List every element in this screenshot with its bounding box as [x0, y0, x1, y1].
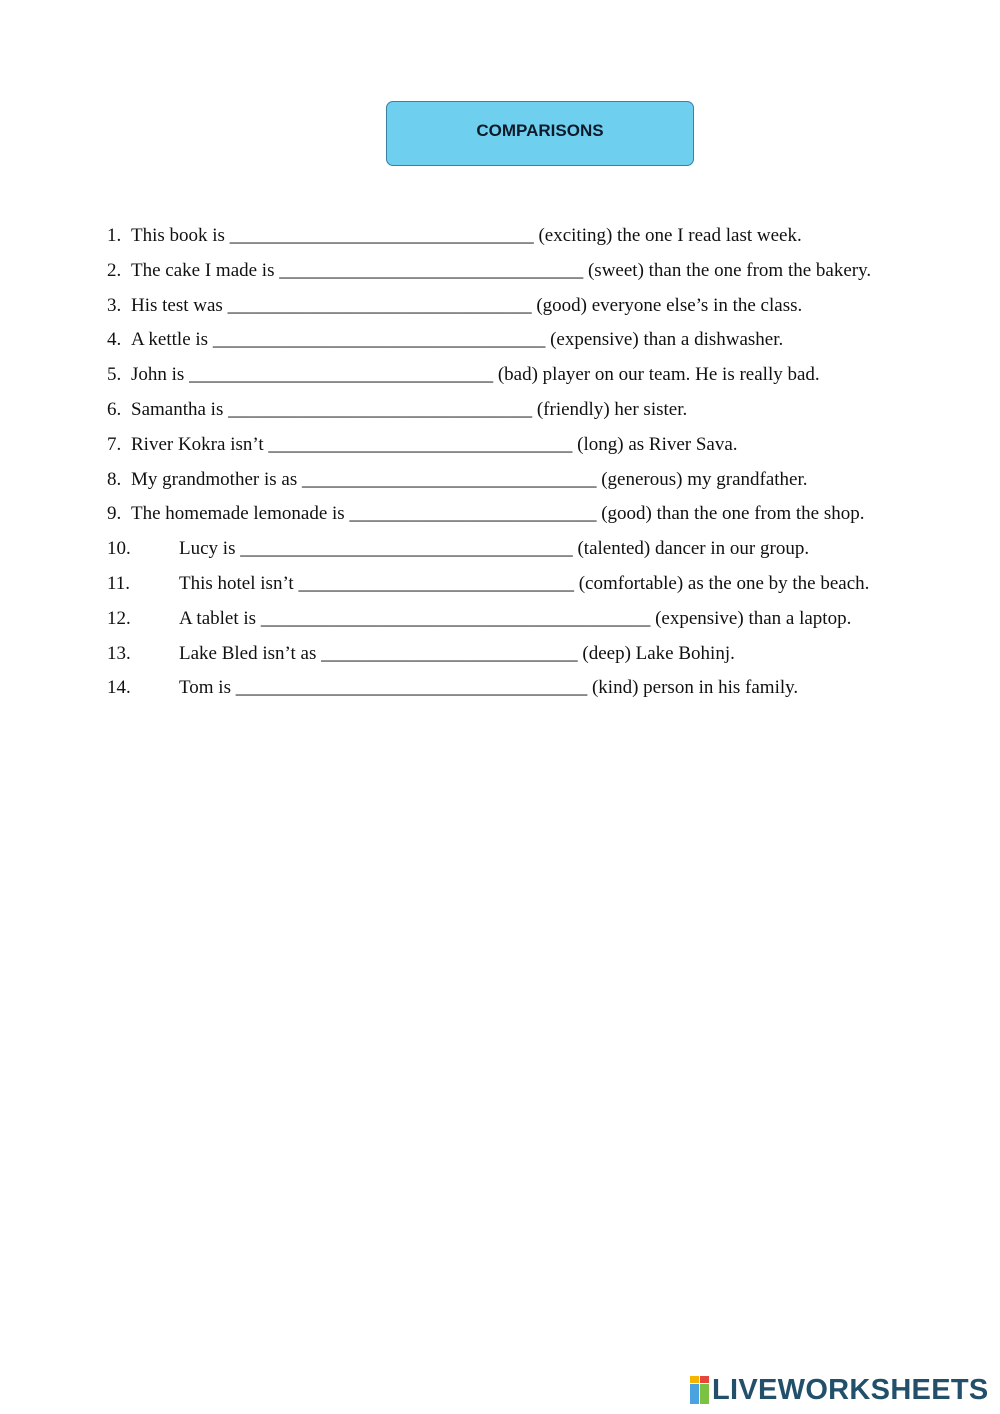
exercise-sentence	[131, 222, 802, 250]
logo-block-blue	[690, 1384, 699, 1404]
exercise-number: 11.	[107, 572, 131, 594]
exercise-sentence	[179, 640, 735, 668]
exercise-sentence	[131, 500, 865, 528]
exercise-item	[0, 292, 1000, 327]
exercise-sentence	[131, 431, 738, 459]
exercise-number: 6.	[107, 398, 122, 420]
exercise-sentence	[131, 326, 783, 354]
exercise-number: 5.	[107, 364, 122, 386]
exercise-sentence	[131, 257, 871, 285]
exercise-number: 12.	[107, 607, 131, 629]
answer-blank[interactable]: ________________________________	[229, 225, 534, 246]
sentence-start: A tablet is	[179, 607, 261, 629]
sentence-start: The cake I made is	[131, 259, 280, 281]
liveworksheets-logo[interactable]	[690, 1374, 989, 1406]
exercise-number: 3.	[107, 294, 122, 316]
exercise-item	[0, 500, 1000, 535]
exercise-sentence	[179, 605, 851, 633]
answer-blank[interactable]: ________________________________	[279, 259, 584, 281]
sentence-start: The homemade lemonade is	[131, 503, 350, 525]
exercise-item	[0, 396, 1000, 431]
sentence-end: (expensive) than a laptop.	[650, 607, 852, 629]
sentence-end: (exciting) the one I read last week.	[533, 225, 802, 246]
sentence-end: (sweet) than the one from the bakery.	[583, 259, 872, 281]
sentence-start: His test was	[131, 294, 228, 316]
exercise-item	[0, 535, 1000, 570]
exercise-item	[0, 640, 1000, 675]
answer-blank[interactable]: ________________________________	[228, 398, 533, 420]
sentence-start: Lake Bled isn’t as	[179, 642, 322, 664]
exercise-item	[0, 257, 1000, 292]
answer-blank[interactable]: _____________________________	[298, 572, 574, 594]
exercise-item	[0, 222, 1000, 257]
answer-blank[interactable]: ________________________________	[227, 294, 532, 316]
sentence-end: (deep) Lake Bohinj.	[577, 642, 735, 664]
sentence-end: (friendly) her sister.	[532, 398, 688, 420]
sentence-end: (good) than the one from the shop.	[596, 503, 865, 525]
sentence-end: (bad) player on our team. He is really bad.	[493, 364, 820, 386]
logo-wordmark: LIVEWORKSHEETS	[712, 1373, 989, 1406]
sentence-start: Samantha is	[131, 398, 229, 420]
exercise-number: 13.	[107, 642, 131, 664]
exercise-number: 9.	[107, 503, 122, 525]
exercise-number: 7.	[107, 433, 122, 455]
sentence-end: (comfortable) as the one by the beach.	[573, 572, 870, 594]
sentence-start: A kettle is	[131, 329, 213, 351]
exercise-sentence	[179, 535, 809, 563]
exercise-item	[0, 361, 1000, 396]
exercise-number: 8.	[107, 468, 122, 490]
answer-blank[interactable]: _________________________________________	[260, 607, 651, 629]
exercise-number: 10.	[107, 538, 131, 560]
exercise-sentence	[179, 570, 869, 598]
sentence-start: This book is	[131, 225, 230, 246]
exercise-number: 4.	[107, 329, 122, 351]
exercise-sentence	[131, 466, 808, 494]
answer-blank[interactable]: ________________________________	[268, 433, 573, 455]
answer-blank[interactable]: _______________________________	[301, 468, 597, 490]
page-title: COMPARISONS	[476, 120, 604, 140]
sentence-start: River Kokra isn’t	[131, 433, 269, 455]
sentence-end: (kind) person in his family.	[587, 677, 799, 699]
sentence-start: My grandmother is as	[131, 468, 302, 490]
exercise-number: 1.	[107, 225, 122, 246]
answer-blank[interactable]: _____________________________________	[235, 677, 588, 699]
sentence-end: (talented) dancer in our group.	[572, 538, 810, 560]
exercise-number: 2.	[107, 259, 122, 281]
answer-blank[interactable]: ___________________________________	[240, 538, 573, 560]
sentence-start: Lucy is	[179, 538, 241, 560]
exercise-item	[0, 466, 1000, 501]
logo-block-yellow	[690, 1376, 699, 1383]
exercise-sentence	[131, 361, 820, 389]
exercise-item	[0, 674, 1000, 709]
title-banner	[386, 101, 694, 166]
sentence-start: Tom is	[179, 677, 236, 699]
sentence-end: (generous) my grandfather.	[596, 468, 808, 490]
logo-block-green	[700, 1384, 709, 1404]
exercise-list	[0, 222, 1000, 709]
exercise-item	[0, 570, 1000, 605]
logo-block-red	[700, 1376, 709, 1383]
answer-blank[interactable]: ___________________________	[321, 642, 578, 664]
sentence-end: (good) everyone else’s in the class.	[531, 294, 803, 316]
exercise-sentence	[131, 396, 687, 424]
liveworksheets-logo-icon	[690, 1376, 709, 1404]
exercise-item	[0, 431, 1000, 466]
sentence-end: (expensive) than a dishwasher.	[545, 329, 784, 351]
exercise-sentence	[179, 674, 798, 702]
exercise-item	[0, 605, 1000, 640]
answer-blank[interactable]: ___________________________________	[212, 329, 546, 351]
exercise-number: 14.	[107, 677, 131, 699]
sentence-start: This hotel isn’t	[179, 572, 299, 594]
sentence-end: (long) as River Sava.	[572, 433, 738, 455]
answer-blank[interactable]: __________________________	[349, 503, 597, 525]
exercise-item	[0, 326, 1000, 361]
sentence-start: John is	[131, 364, 190, 386]
answer-blank[interactable]: ________________________________	[189, 364, 494, 386]
exercise-sentence	[131, 292, 802, 320]
